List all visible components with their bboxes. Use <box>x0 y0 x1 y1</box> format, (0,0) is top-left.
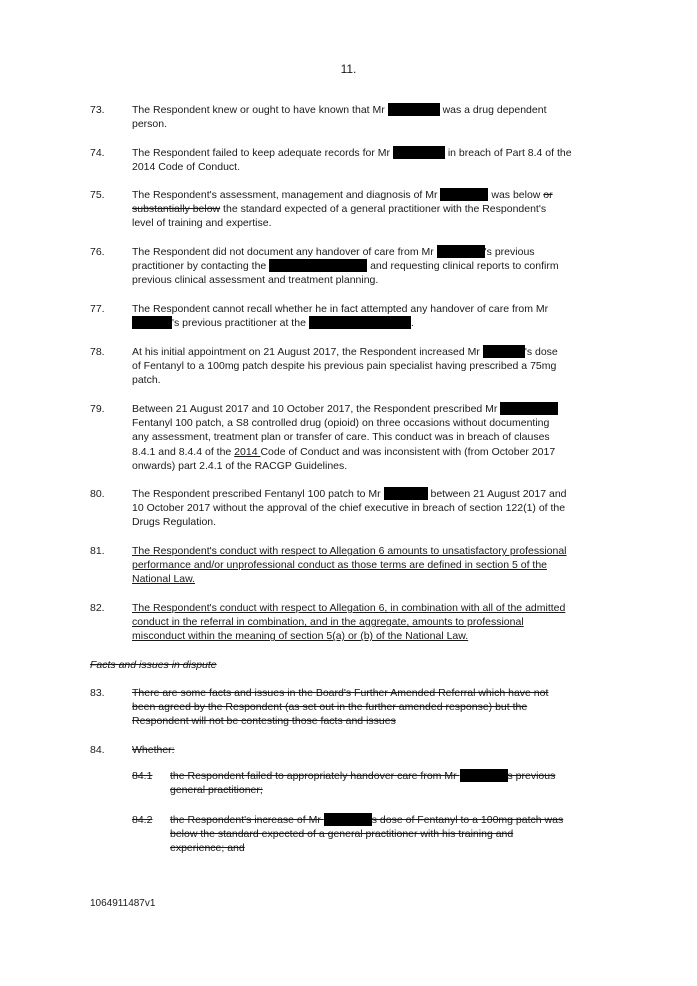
text-line <box>132 558 600 572</box>
text-line <box>132 373 600 387</box>
redaction-box <box>269 259 367 272</box>
text-segment: The Respondent's conduct with respect to Allegation 6, in combination with all of the admitted <box>132 602 566 614</box>
text-line <box>132 459 600 473</box>
text-line <box>132 359 600 373</box>
paragraph-text <box>132 245 600 288</box>
text-segment: Whether: <box>132 744 175 756</box>
text-segment: The Respondent's conduct with respect to Allegation 6 amounts to unsatisfactory professional <box>132 545 567 557</box>
text-segment: misconduct within the meaning of section 5(a) or (b) of the National Law. <box>132 630 469 643</box>
text-segment: Drugs Regulation. <box>132 516 217 529</box>
paragraph-text <box>132 544 600 587</box>
text-line <box>132 245 600 259</box>
paragraph-number: 84. <box>90 744 105 756</box>
text-segment: been agreed by the Respondent (as set out in the further amended response) but the <box>132 701 528 714</box>
text-line <box>170 827 600 841</box>
text-segment: substantially below <box>132 203 221 216</box>
text-line <box>132 615 600 629</box>
text-segment: 's dose <box>524 346 558 358</box>
text-line <box>132 103 600 117</box>
text-segment: The Respondent cannot recall whether he in fact attempted any handover of care from Mr <box>132 303 549 315</box>
text-segment: was a drug dependent <box>439 104 547 116</box>
paragraph-number: 75. <box>90 189 105 201</box>
paragraph-number: 74. <box>90 147 105 159</box>
page-number: 11. <box>340 62 357 76</box>
text-segment: 2014 Code of Conduct. <box>132 161 240 174</box>
text-line <box>132 345 600 359</box>
text-line <box>132 146 600 160</box>
redaction-box <box>393 146 445 159</box>
text-line <box>132 445 600 459</box>
paragraph-number: 78. <box>90 346 105 358</box>
text-segment: or <box>543 189 553 201</box>
text-segment: onwards) part 2.4.1 of the RACGP Guidelines. <box>132 459 348 472</box>
text-line <box>132 216 600 230</box>
text-line <box>132 430 600 444</box>
subparagraph-number: 84.1 <box>132 770 153 782</box>
redaction-box <box>440 188 488 201</box>
text-segment: The Respondent failed to keep adequate records for Mr <box>132 147 393 159</box>
subparagraph-text <box>170 769 600 797</box>
text-segment: practitioner by contacting the <box>132 260 270 273</box>
paragraph-text <box>132 686 600 729</box>
text-segment: 's previous <box>484 246 535 258</box>
text-line <box>132 601 600 615</box>
text-segment: Fentanyl 100 patch, a S8 controlled drug (opioid) on three occasions without documenting <box>132 417 550 430</box>
paragraph-text <box>132 345 600 388</box>
text-line <box>132 629 600 643</box>
text-segment: in breach of Part 8.4 of the <box>444 147 572 159</box>
paragraph-number: 76. <box>90 246 105 258</box>
text-segment: the standard expected of a general practitioner with the Respondent's <box>220 203 547 216</box>
text-line <box>132 544 600 558</box>
text-segment: There are some facts and issues in the Board's Further Amended Referral which have not <box>132 687 549 699</box>
text-line <box>132 686 600 700</box>
paragraph-number: 79. <box>90 403 105 415</box>
redaction-box <box>388 103 440 116</box>
text-line <box>132 117 600 131</box>
paragraph-text <box>132 402 600 473</box>
text-segment: level of training and expertise. <box>132 217 272 230</box>
paragraph-text <box>132 146 600 174</box>
text-segment: The Respondent knew or ought to have known that Mr <box>132 104 388 116</box>
text-segment: Code of Conduct and was inconsistent with (from October 2017 <box>260 445 556 458</box>
text-segment: general practitioner; <box>170 784 263 797</box>
text-segment: any assessment, treatment plan or transfer of care. This conduct was in breach of clauses <box>132 431 550 444</box>
document-id: 1064911487v1 <box>90 898 156 909</box>
text-line <box>170 769 600 783</box>
paragraph-text <box>132 601 600 644</box>
text-segment: experience; and <box>170 842 245 855</box>
text-line <box>132 202 600 216</box>
text-segment: Respondent will not be contesting those facts and issues <box>132 715 396 728</box>
text-line <box>132 160 600 174</box>
redaction-box <box>500 402 558 415</box>
text-segment: performance and/or unprofessional conduct as those terms are defined in section 5 of the <box>132 559 547 572</box>
text-segment: previous clinical assessment and treatment planning. <box>132 274 379 287</box>
redaction-box <box>132 316 172 329</box>
text-segment: was below <box>488 189 544 201</box>
text-segment: of Fentanyl to a 100mg patch despite his previous pain specialist having prescribed a 75mg <box>132 360 557 373</box>
text-line <box>132 188 600 202</box>
paragraph-text <box>132 103 600 131</box>
text-segment: patch. <box>132 374 161 387</box>
paragraph-number: 77. <box>90 303 105 315</box>
redaction-box <box>309 316 411 329</box>
text-segment: 2014 <box>234 445 261 458</box>
paragraph-number: 73. <box>90 104 105 116</box>
text-line <box>132 273 600 287</box>
text-line <box>132 743 600 757</box>
text-segment: The Respondent prescribed Fentanyl 100 patch to Mr <box>132 488 384 500</box>
redaction-box <box>437 245 485 258</box>
text-segment: and requesting clinical reports to confirm <box>367 260 559 273</box>
text-line <box>170 813 600 827</box>
text-segment: The Respondent did not document any handover of care from Mr <box>132 246 437 258</box>
text-segment: 's previous practitioner at the <box>172 317 309 330</box>
text-segment: 8.4.1 and 8.4.4 of the <box>132 445 235 458</box>
redaction-box <box>483 345 525 358</box>
text-segment: the Respondent's increase of Mr <box>170 814 324 826</box>
text-line <box>170 841 600 855</box>
paragraph-text <box>132 188 600 231</box>
paragraph-number: 82. <box>90 602 105 614</box>
text-segment: 10 October 2017 without the approval of the chief executive in breach of section 122(1) of the <box>132 502 566 515</box>
text-segment: conduct in the referral in combination, and in the aggregate, amounts to professional <box>132 616 524 629</box>
text-segment: person. <box>132 118 168 131</box>
text-line <box>132 714 600 728</box>
paragraph-number: 83. <box>90 687 105 699</box>
text-line <box>132 302 600 316</box>
text-segment: s previous <box>507 770 556 782</box>
text-line <box>132 515 600 529</box>
text-line <box>132 501 600 515</box>
redaction-box <box>460 769 508 782</box>
text-line <box>170 783 600 797</box>
text-line <box>132 259 600 273</box>
text-segment: At his initial appointment on 21 August 2017, the Respondent increased Mr <box>132 346 483 358</box>
paragraph-text <box>132 743 600 757</box>
text-line <box>132 316 600 330</box>
text-segment: the Respondent failed to appropriately handover care from Mr <box>170 770 460 782</box>
section-heading: Facts and issues in dispute <box>90 659 217 671</box>
text-segment: . <box>410 317 414 330</box>
subparagraph-number: 84.2 <box>132 814 153 826</box>
paragraph-text <box>132 302 600 330</box>
text-line <box>132 402 600 416</box>
text-segment: below the standard expected of a general practitioner with his training and <box>170 828 514 841</box>
redaction-box <box>324 813 372 826</box>
text-line <box>132 487 600 501</box>
text-segment: s dose of Fentanyl to a 100mg patch was <box>371 814 564 826</box>
paragraph-number: 80. <box>90 488 105 500</box>
text-line <box>132 416 600 430</box>
text-line <box>132 700 600 714</box>
redaction-box <box>384 487 428 500</box>
text-line <box>132 572 600 586</box>
subparagraph-text <box>170 813 600 856</box>
text-segment: Between 21 August 2017 and 10 October 2017, the Respondent prescribed Mr <box>132 403 501 415</box>
text-segment: The Respondent's assessment, management and diagnosis of Mr <box>132 189 441 201</box>
text-segment: between 21 August 2017 and <box>427 488 567 500</box>
paragraph-text <box>132 487 600 530</box>
text-segment: National Law. <box>132 573 196 586</box>
paragraph-number: 81. <box>90 545 105 557</box>
